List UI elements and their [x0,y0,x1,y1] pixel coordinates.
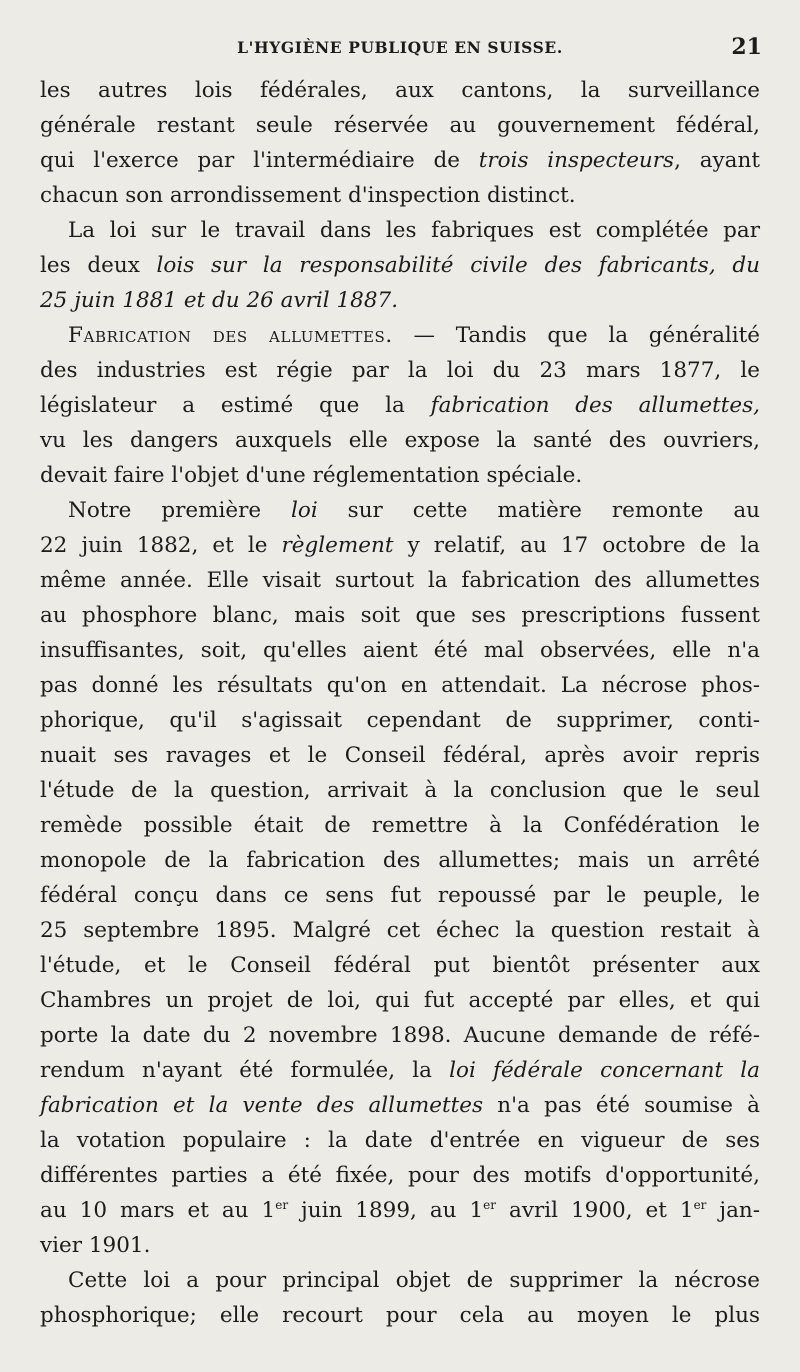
text-line: différentes parties a été fixée, pour des motifs d'opportunité, [40,1163,760,1188]
text-line: monopole de la fabrication des allumettes; mais un arrêté [40,848,760,873]
text-line: pas donné les résultats qu'on en attendait. La nécrose phos- [40,673,760,698]
running-header [0,34,800,64]
text-line: l'étude, et le Conseil fédéral put bientôt présenter aux [40,953,760,978]
text-line: devait faire l'objet d'une réglementation spéciale. [40,463,583,488]
text-line: insuffisantes, soit, qu'elles aient été mal observées, elle n'a [40,638,760,663]
italic-term: fabrication et la vente des allumettes [40,1093,484,1118]
text-line: la votation populaire : la date d'entrée en vigueur de ses [40,1128,760,1153]
text-line: au 10 mars et au 1er juin 1899, au 1er avril 1900, et 1er jan- [40,1197,761,1223]
italic-term: 25 juin 1881 et du 26 avril 1887. [40,288,399,313]
text-line: phorique, qu'il s'agissait cependant de supprimer, conti- [40,708,760,733]
text-line: chacun son arrondissement d'inspection distinct. [40,183,576,208]
italic-term: règlement [281,533,394,558]
text-line: des industries est régie par la loi du 23 mars 1877, le [40,358,760,383]
page-number: 21 [731,34,762,60]
paragraph-start: Cette loi a pour principal objet de supprimer la nécrose [68,1268,760,1293]
text-line: rendum n'ayant été formulée, la loi fédérale concernant la [40,1058,760,1083]
text-line: 25 septembre 1895. Malgré cet échec la question restait à [40,918,760,943]
section-heading: Fabrication des allumettes. [68,323,393,348]
italic-term: loi [291,498,318,523]
running-title: L'HYGIÈNE PUBLIQUE EN SUISSE. [237,38,563,57]
text-line: les autres lois fédérales, aux cantons, la surveillance [40,78,760,103]
text-line: vier 1901. [40,1233,151,1258]
text-line: vu les dangers auxquels elle expose la santé des ouvriers, [40,428,760,453]
superscript: er [693,1197,707,1212]
text-line: qui l'exerce par l'intermédiaire de trois inspecteurs, ayant [40,148,760,173]
text-line: porte la date du 2 novembre 1898. Aucune demande de réfé- [40,1023,760,1048]
paragraph-start: La loi sur le travail dans les fabriques est complétée par [68,218,760,243]
text-line: fabrication et la vente des allumettes n'a pas été soumise à [40,1093,760,1118]
section-heading-line: Fabrication des allumettes. — Tandis que la généralité [68,323,760,348]
italic-term: loi fédérale concernant la [449,1058,760,1083]
text-line: 22 juin 1882, et le règlement y relatif, au 17 octobre de la [40,533,761,558]
text-line: nuait ses ravages et le Conseil fédéral, après avoir repris [40,743,760,768]
text-line: phosphorique; elle recourt pour cela au moyen le plus [40,1303,760,1328]
text-line: législateur a estimé que la fabrication des allumettes, [40,393,760,418]
text-line: fédéral conçu dans ce sens fut repoussé par le peuple, le [40,883,760,908]
text-line: l'étude de la question, arrivait à la conclusion que le seul [40,778,760,803]
text-line: Chambres un projet de loi, qui fut accepté par elles, et qui [40,988,760,1013]
text-line: les deux lois sur la responsabilité civile des fabricants, du [40,253,760,278]
italic-term: trois inspecteurs [478,148,675,173]
superscript: er [275,1197,289,1212]
italic-term: fabrication des allumettes, [430,393,760,418]
text-line: remède possible était de remettre à la Confédération le [40,813,760,838]
paragraph-start: Notre première loi sur cette matière remonte au [68,498,760,523]
text-line: même année. Elle visait surtout la fabrication des allumettes [40,568,760,593]
superscript: er [483,1197,497,1212]
page-body [40,73,760,1333]
italic-term: lois sur la responsabilité civile des fabricants, du [156,253,760,278]
text-line: au phosphore blanc, mais soit que ses prescriptions fussent [40,603,760,628]
text-line: générale restant seule réservée au gouvernement fédéral, [40,113,760,138]
text-line [40,283,760,318]
